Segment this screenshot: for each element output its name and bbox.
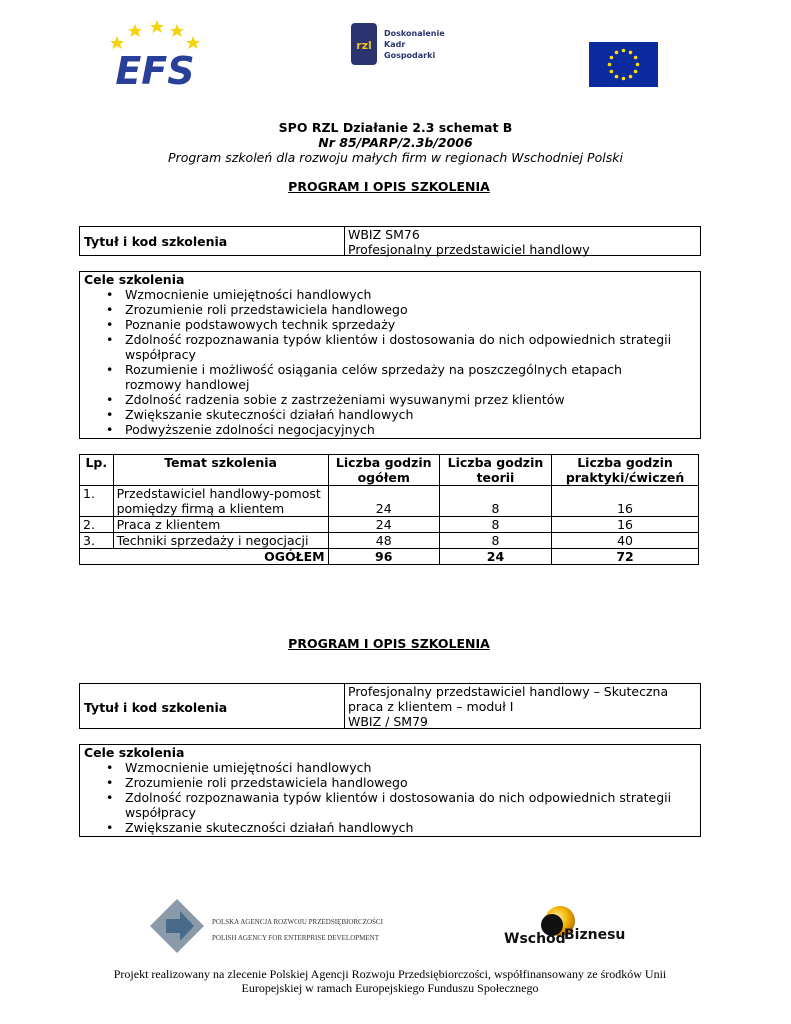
section2-goals-label: Cele szkolenia bbox=[84, 745, 185, 760]
table-row bbox=[80, 486, 699, 517]
table-row bbox=[80, 517, 699, 533]
list-item: • Wzmocnienie umiejętności handlowych bbox=[80, 287, 700, 302]
cell-topic: Techniki sprzedaży i negocjacji bbox=[113, 533, 328, 549]
cell-lp: 2. bbox=[80, 517, 114, 533]
cell-practice: 16 bbox=[552, 486, 699, 517]
cell-lp: 3. bbox=[80, 533, 114, 549]
hours-table bbox=[79, 454, 699, 565]
svg-text:rzl: rzl bbox=[356, 39, 372, 52]
table-row bbox=[80, 533, 699, 549]
list-item: • Zdolność radzenia sobie z zastrzeżeniami wysuwanymi przez klientów bbox=[80, 392, 700, 407]
cell-total: 96 bbox=[328, 549, 439, 565]
section2-goals-box bbox=[79, 744, 701, 837]
list-item: • Zwiększanie skuteczności działań handlowych bbox=[80, 407, 700, 422]
parp-line-1: POLSKA AGENCJA ROZWOJU PRZEDSIĘBIORCZOŚCI bbox=[212, 918, 383, 926]
dkg-line-1: Doskonalenie bbox=[384, 29, 445, 38]
list-item: • Podwyższenie zdolności negocjacyjnych bbox=[80, 422, 700, 437]
section2-goals-list bbox=[80, 760, 700, 835]
section1-title-label: Tytuł i kod szkolenia bbox=[84, 234, 228, 249]
cell-theory: 8 bbox=[439, 517, 551, 533]
section1-goals-box bbox=[79, 271, 701, 439]
header-line-2: Nr 85/PARP/2.3b/2006 bbox=[318, 135, 473, 150]
section2-title-box bbox=[79, 683, 701, 729]
efs-logo bbox=[105, 18, 205, 90]
section1-title-box bbox=[79, 226, 701, 256]
table-header-row bbox=[80, 455, 699, 486]
dkg-logo bbox=[350, 22, 460, 68]
col-header: Liczba godzin ogółem bbox=[328, 455, 439, 486]
cell-total: 24 bbox=[328, 486, 439, 517]
divider bbox=[344, 684, 345, 728]
svg-text:EFS: EFS bbox=[115, 49, 195, 90]
cell-theory: 8 bbox=[439, 533, 551, 549]
section2-title-line-1: Profesjonalny przedstawiciel handlowy – Skuteczna praca z klientem – moduł I bbox=[348, 684, 669, 714]
list-item: • Zdolność rozpoznawania typów klientów i dostosowania do nich odpowiednich strategii współpracy bbox=[80, 790, 700, 820]
wschod-biznesu-logo bbox=[500, 903, 630, 953]
parp-logo bbox=[148, 897, 388, 955]
list-item: • Zrozumienie roli przedstawiciela handlowego bbox=[80, 775, 700, 790]
section2-heading: PROGRAM I OPIS SZKOLENIA bbox=[288, 636, 490, 651]
section1-title-line-2: Profesjonalny przedstawiciel handlowy bbox=[348, 242, 590, 257]
section2-title-line-2: WBIZ / SM79 bbox=[348, 714, 428, 729]
col-header: Liczba godzin praktyki/ćwiczeń bbox=[552, 455, 699, 486]
parp-line-2: POLISH AGENCY FOR ENTERPRISE DEVELOPMENT bbox=[212, 934, 379, 942]
cell-total: 24 bbox=[328, 517, 439, 533]
col-header: Lp. bbox=[80, 455, 114, 486]
cell-total: 48 bbox=[328, 533, 439, 549]
cell-theory: 8 bbox=[439, 486, 551, 517]
eu-flag bbox=[589, 42, 658, 87]
list-item: • Rozumienie i możliwość osiągania celów sprzedaży na poszczególnych etapach rozmowy handlowej bbox=[80, 362, 700, 392]
list-item: • Zwiększanie skuteczności działań handlowych bbox=[80, 820, 700, 835]
cell-practice: 72 bbox=[552, 549, 699, 565]
dkg-line-2: Kadr bbox=[384, 40, 406, 49]
footer-note: Projekt realizowany na zlecenie Polskiej Agencji Rozwoju Przedsiębiorczości, współfinansowany ze środków Unii Europejskiej w ramach Europejskiego Funduszu Społecznego bbox=[113, 967, 667, 995]
table-total-row bbox=[80, 549, 699, 565]
section2-title-label: Tytuł i kod szkolenia bbox=[84, 700, 228, 715]
col-header: Temat szkolenia bbox=[113, 455, 328, 486]
cell-practice: 16 bbox=[552, 517, 699, 533]
divider bbox=[344, 227, 345, 255]
cell-practice: 40 bbox=[552, 533, 699, 549]
dkg-line-3: Gospodarki bbox=[384, 51, 436, 60]
section1-title-line-1: WBIZ SM76 bbox=[348, 227, 420, 242]
section1-heading: PROGRAM I OPIS SZKOLENIA bbox=[288, 179, 490, 194]
cell-lp: 1. bbox=[80, 486, 114, 517]
cell-theory: 24 bbox=[439, 549, 551, 565]
list-item: • Zdolność rozpoznawania typów klientów i dostosowania do nich odpowiednich strategii współpracy bbox=[80, 332, 700, 362]
list-item: • Wzmocnienie umiejętności handlowych bbox=[80, 760, 700, 775]
wb-word-2: Biznesu bbox=[564, 927, 626, 943]
section1-goals-label: Cele szkolenia bbox=[84, 272, 185, 287]
wb-word-1: Wschód bbox=[504, 931, 566, 947]
col-header: Liczba godzin teorii bbox=[439, 455, 551, 486]
header-line-3: Program szkoleń dla rozwoju małych firm w regionach Wschodniej Polski bbox=[168, 150, 623, 165]
cell-topic: Praca z klientem bbox=[113, 517, 328, 533]
list-item: • Poznanie podstawowych technik sprzedaży bbox=[80, 317, 700, 332]
cell-total-label: OGÓŁEM bbox=[80, 549, 329, 565]
header-line-1: SPO RZL Działanie 2.3 schemat B bbox=[278, 120, 513, 135]
list-item: • Zrozumienie roli przedstawiciela handlowego bbox=[80, 302, 700, 317]
cell-topic: Przedstawiciel handlowy-pomost pomiędzy firmą a klientem bbox=[113, 486, 328, 517]
section1-goals-list bbox=[80, 287, 700, 437]
